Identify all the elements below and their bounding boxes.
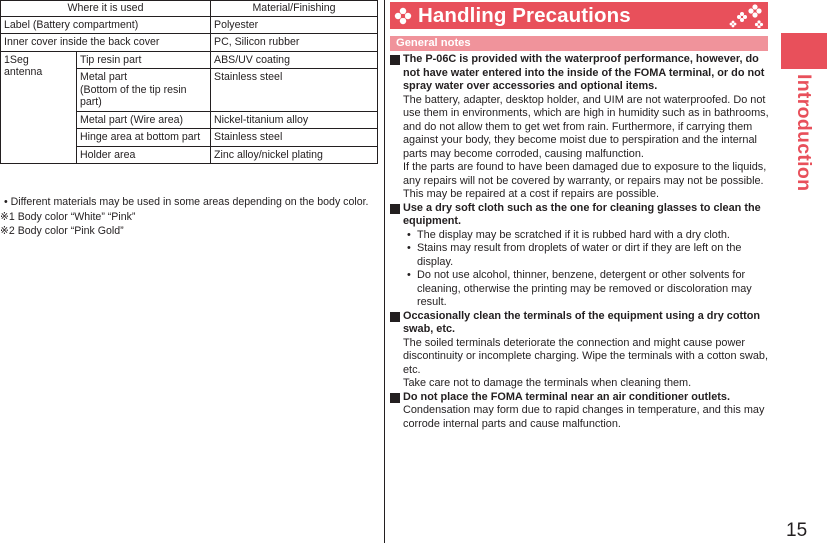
table-notes — [0, 195, 370, 239]
table-row — [1, 34, 378, 52]
cell-part: Metal part (Bottom of the tip resin part) — [77, 69, 211, 112]
materials-table — [0, 0, 378, 164]
chapter-label-text: Introduction — [793, 74, 815, 192]
square-bullet-icon — [390, 393, 400, 403]
item-heading: Occasionally clean the terminals of the equipment using a dry cotton swab, etc. — [403, 309, 761, 335]
chapter-tab — [781, 33, 827, 69]
footnote-2: ※2 Body color “Pink Gold” — [0, 225, 124, 237]
flower-cluster-icon — [728, 3, 764, 28]
title-banner — [390, 2, 768, 29]
item-body: This may be repaired at a cost if repairs are possible. — [403, 188, 660, 200]
cell-part: Inner cover inside the back cover — [1, 34, 211, 52]
item-body: Condensation may form due to rapid changes in temperature, and this may corrode internal parts and cause malfunction. — [403, 404, 765, 430]
sub-item-text: Stains may result from droplets of water or dirt if they are left on the display. — [417, 242, 742, 268]
square-bullet-icon — [390, 204, 400, 214]
sub-item — [404, 229, 774, 243]
table-row — [1, 51, 378, 69]
table-row — [1, 16, 378, 34]
item-body: The battery, adapter, desktop holder, and UIM are not waterproofed. Do not use them in environments, which are high in humidity such as in bathrooms, and do not allow them to get wet from rain. Furthermore, if carrying them against your body, they become moist due to perspiration and the internal parts may become corroded, causing malfunction. — [403, 93, 769, 160]
table-header-row — [1, 1, 378, 17]
sub-item-text: The display may be scratched if it is rubbed hard with a dry cloth. — [417, 228, 730, 241]
page-number: 15 — [786, 520, 808, 541]
footnote-1: ※1 Body color “White” “Pink” — [0, 210, 136, 223]
item-heading: Do not place the FOMA terminal near an air conditioner outlets. — [403, 390, 730, 403]
flower-icon — [394, 7, 412, 25]
item-body: If the parts are found to have been damaged due to exposure to the liquids, any repairs will not be covered by warranty, or repairs may not be possible. — [403, 161, 767, 187]
cell-material: Nickel-titanium alloy — [211, 111, 378, 129]
item-heading: Use a dry soft cloth such as the one for cleaning glasses to clean the equipment. — [403, 201, 761, 227]
column-header-location: Where it is used — [1, 1, 211, 17]
list-item — [390, 310, 774, 391]
item-body: Take care not to damage the terminals when cleaning them. — [403, 377, 692, 389]
cell-part: Tip resin part — [77, 51, 211, 69]
cell-material: ABS/UV coating — [211, 51, 378, 69]
item-heading: The P-06C is provided with the waterproof performance, however, do not have water entered into the inside of the FOMA terminal, or do not spray water over accessories and optional items. — [403, 53, 765, 92]
note-bullet-text: Different materials may be used in some areas depending on the body color. — [10, 196, 369, 208]
column-header-material: Material/Finishing — [211, 1, 378, 17]
square-bullet-icon — [390, 312, 400, 322]
list-item — [390, 53, 774, 202]
cell-part: Hinge area at bottom part — [77, 129, 211, 147]
bullet-dot-icon: • — [407, 228, 411, 241]
cell-material: PC, Silicon rubber — [211, 34, 378, 52]
section-heading: General notes — [390, 36, 768, 51]
list-item — [390, 202, 774, 310]
note-bullet: • Different materials may be used in some areas depending on the body color. — [4, 196, 369, 208]
sub-item-text: Do not use alcohol, thinner, benzene, detergent or other solvents for cleaning, otherwise the printing may be removed or discoloration may result. — [417, 269, 752, 308]
cell-material: Zinc alloy/nickel plating — [211, 146, 378, 164]
cell-material: Stainless steel — [211, 69, 378, 112]
list-item — [390, 391, 774, 432]
bullet-dot-icon: • — [407, 242, 411, 254]
page-title: Handling Precautions — [418, 4, 631, 27]
cell-material: Stainless steel — [211, 129, 378, 147]
chapter-label — [785, 74, 815, 194]
sub-item — [404, 242, 774, 269]
precautions-list — [390, 53, 774, 431]
column-divider — [384, 0, 385, 543]
bullet-dot-icon: • — [407, 269, 411, 281]
cell-part: Label (Battery compartment) — [1, 16, 211, 34]
cell-group-1seg-antenna: 1Seg antenna — [1, 51, 77, 164]
cell-part: Metal part (Wire area) — [77, 111, 211, 129]
square-bullet-icon — [390, 55, 400, 65]
cell-material: Polyester — [211, 16, 378, 34]
cell-part: Holder area — [77, 146, 211, 164]
sub-item — [404, 269, 774, 310]
item-body: The soiled terminals deteriorate the connection and might cause power discontinuity or incomplete charging. Wipe the terminals with a cotton swab, etc. — [403, 336, 769, 376]
